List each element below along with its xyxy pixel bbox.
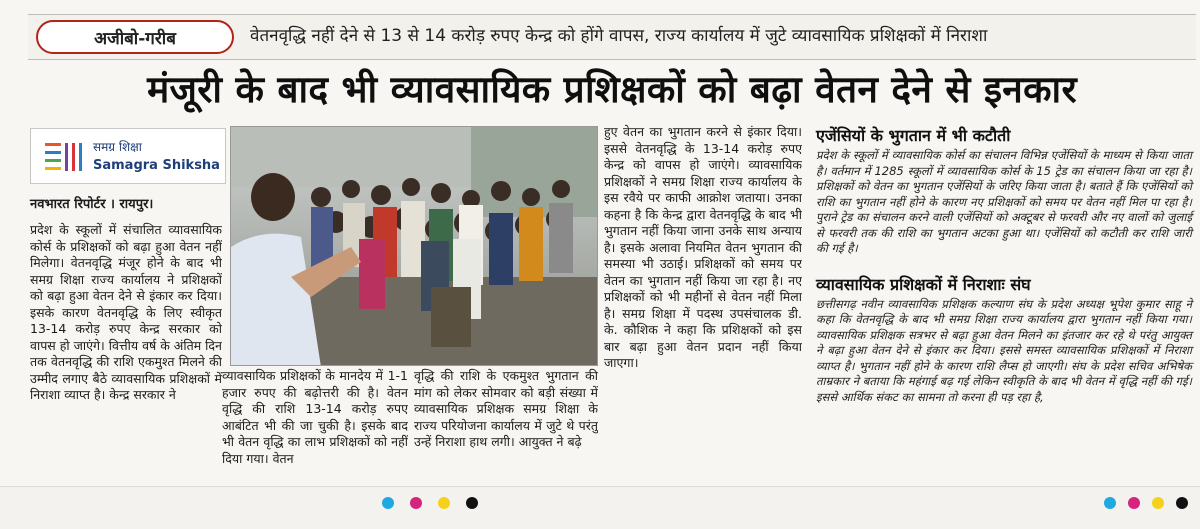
main-headline: मंजूरी के बाद भी व्यावसायिक प्रशिक्षकों को बढ़ा वेतन देने से इनकार — [147, 68, 1077, 111]
sub-headline: वेतनवृद्धि नहीं देने से 13 से 14 करोड़ रुपए केन्द्र को होंगे वापस, राज्य कार्यालय में जुटे व्यावसायिक प्रशिक्षकों में निराशा — [250, 26, 988, 46]
print-margin — [0, 486, 1200, 529]
margin-divider — [0, 486, 1200, 487]
logo-mark-icon — [41, 135, 85, 179]
cyan-registration-dot-icon — [382, 497, 394, 509]
section-2-heading: व्यावसायिक प्रशिक्षकों में निराशाः संघ — [816, 274, 1031, 294]
section-1-text: प्रदेश के स्कूलों में व्यावसायिक कोर्स का संचालन विभिन्न एजेंसियों के माध्यम से किया जाता है। वर्तमान में 1285 स्कूलों में व्यावसायिक कोर्स के 15 ट्रेड का संचालन किया जा रहा है। प्रशिक्षकों को वेतन का भुगतान एजेंसियों के जरिए किया जाता है। बताते हैं कि एजेंसियों को राशि का भुगतान नहीं होने के कारण नए प्रशिक्षकों को समय पर वेतन नहीं मिल पा रहा है। पुराने ट्रेड का संचालन करने वाली एजेंसियों को अक्टूबर से फरवरी और नए वालों को जुलाई से फरवरी तक की राशि का भुगतान अटका हुआ था। एजेंसियों को कटौती कर राशि जारी की गई है। — [816, 148, 1193, 255]
logo-hindi: समग्र शिक्षा — [93, 140, 142, 154]
category-tag: अजीबो-गरीब — [36, 20, 234, 54]
top-strip — [28, 14, 1196, 60]
yellow-registration-dot-icon — [1152, 497, 1164, 509]
article-column-2: व्यावसायिक प्रशिक्षकों के मानदेय में 1-1 हजार रुपए की बढ़ोत्तरी की है। वेतन वृद्धि की राशि 13-14 करोड़ रुपए आबंटित भी की जा चुकी है। इसके बाद भी वेतन वृद्धि का लाभ प्रशिक्षकों को नहीं दिया गया। वेतन — [222, 368, 408, 466]
sidebar-sections — [816, 124, 1192, 484]
black-registration-dot-icon — [466, 497, 478, 509]
magenta-registration-dot-icon — [1128, 497, 1140, 509]
byline: नवभारत रिपोर्टर । रायपुर। — [30, 197, 154, 212]
crowd-photo-illustration — [231, 127, 598, 366]
article-column-4: हुए वेतन का भुगतान करने से इंकार दिया। इससे वेतनवृद्धि के 13-14 करोड़ रुपए केन्द्र को वापस हो जाएंगे। व्यावसायिक प्रशिक्षकों ने समग्र शिक्षा राज्य कार्यालय के इस रवैये पर काफी आक्रोश जताया। उनका कहना है कि केन्द्र द्वारा वेतनवृद्धि के बाद भी भुगतान नहीं किया जाना उनके साथ अन्याय है। इसके अलावा नियमित वेतन भुगतान की समस्या भी उठाई। प्रशिक्षकों को समय पर वेतन का भुगतान नहीं किया जा रहा है। नए प्रशिक्षकों को भी महीनों से वेतन नहीं मिला है। समग्र शिक्षा में पदस्थ उपसंचालक डी. के. कौशिक ने कहा कि प्रशिक्षकों को इस बार बढ़ा हुआ वेतन प्रदान नहीं किया जाएगा। — [604, 124, 802, 370]
protest-photo — [230, 126, 598, 366]
article-column-3: वृद्धि की राशि के एकमुश्त भुगतान की मांग को लेकर सोमवार को बड़ी संख्या में व्यावसायिक प्रशिक्षक समग्र शिक्षा के राज्य परियोजना कार्यालय में जुटे थे परंतु उन्हें निराशा हाथ लगी। आयुक्त ने बढ़े — [414, 368, 598, 449]
article-column-1: प्रदेश के स्कूलों में संचालित व्यावसायिक कोर्स के प्रशिक्षकों को बढ़ा हुआ वेतन नहीं मिलेगा। वेतनवृद्धि मंजूर होने के बाद भी समग्र शिक्षा राज्य कार्यालय ने प्रशिक्षकों को बढ़ा हुआ वेतन देने से इंकार कर दिया। इसके कारण वेतनवृद्धि के लिए स्वीकृत 13-14 करोड़ रुपए केन्द्र सरकार को वापस हो जाएंगे। वित्तीय वर्ष के अंतिम दिन तक वेतनवृद्धि की राशि एकमुश्त मिलने की उम्मीद लगाए बैठे व्यावसायिक प्रशिक्षकों में निराशा व्याप्त है। केन्द्र सरकार ने — [30, 222, 222, 402]
logo-english: Samagra Shiksha — [93, 158, 220, 173]
section-2-text: छत्तीसगढ़ नवीन व्यावसायिक प्रशिक्षक कल्याण संघ के प्रदेश अध्यक्ष भूपेश कुमार साहू ने कहा कि वेतनवृद्धि के बाद भी समग्र शिक्षा राज्य कार्यालय द्वारा भुगतान नहीं किया गया। व्यावसायिक प्रशिक्षक सत्रभर से बढ़ा हुआ वेतन मिलने का इंतजार कर रहे थे परंतु आयुक्त ने बढ़ा हुआ वेतन देने से इंकार कर दिया। इससे समस्त व्यावसायिक प्रशिक्षकों में निराशा व्याप्त है। भुगतान नहीं होने के कारण राशि लैप्स हो जाएगी। संघ के प्रदेश सचिव अभिषेक ताम्रकार ने बताया कि महंगाई बढ़ गई लेकिन स्वीकृति के बाद भी वेतन में वृद्धि नहीं की गई। इससे आर्थिक संकट का सामना तो करना ही पड़ रहा है, — [816, 296, 1192, 404]
cyan-registration-dot-icon — [1104, 497, 1116, 509]
black-registration-dot-icon — [1176, 497, 1188, 509]
section-1-heading: एजेंसियों के भुगतान में भी कटौती — [816, 126, 1011, 145]
samagra-shiksha-logo — [30, 128, 226, 184]
magenta-registration-dot-icon — [410, 497, 422, 509]
yellow-registration-dot-icon — [438, 497, 450, 509]
